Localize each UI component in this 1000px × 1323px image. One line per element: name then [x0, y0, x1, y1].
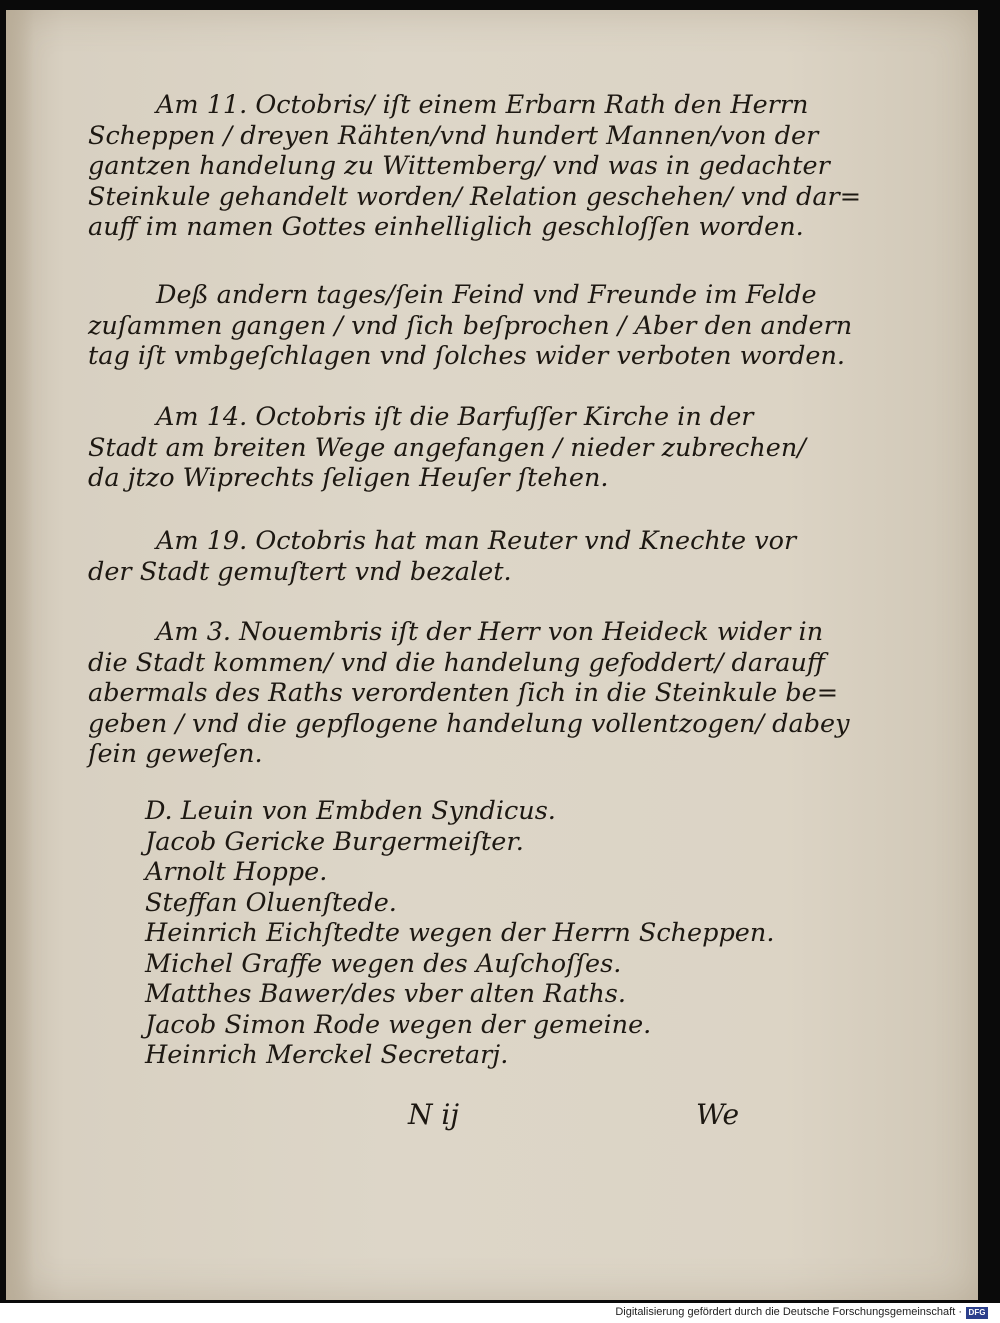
list-item: Jacob Gericke Burgermeiſter.: [145, 826, 524, 857]
text-line: Scheppen / dreyen Rähten/vnd hundert Mannen/von der: [88, 120, 819, 151]
text-line: die Stadt kommen/ vnd die handelung gefoddert/ darauff: [88, 647, 825, 678]
list-item: Heinrich Eichſtedte wegen der Herrn Scheppen.: [145, 918, 775, 948]
list-item: Steffan Oluenſtede.: [145, 887, 397, 918]
list-item: Michel Graffe wegen des Auſchoſſes.: [145, 948, 622, 979]
paragraph: [88, 526, 797, 587]
text-line: Deß andern tages/ſein Feind vnd Freunde im Felde: [156, 280, 817, 310]
list-item: Arnolt Hoppe.: [145, 857, 328, 887]
list-item: D. Leuin von Embden Syndicus.: [145, 796, 556, 826]
signature-mark: N ij: [408, 1098, 460, 1131]
text-line: Am 3. Nouembris iſt der Herr von Heideck wider in: [156, 617, 824, 647]
text-line: Am 11. Octobris/ iſt einem Erbarn Rath den Herrn: [156, 90, 809, 120]
paragraph: [88, 280, 853, 372]
list-item: Jacob Simon Rode wegen der gemeine.: [145, 1009, 652, 1040]
catchword: We: [696, 1098, 740, 1131]
names-list: [88, 796, 775, 1071]
list-item: Heinrich Merckel Secretarj.: [145, 1040, 509, 1070]
footer-bar: [0, 1303, 1000, 1323]
text-line: geben / vnd die gepflogene handelung vollentzogen/ dabey: [88, 708, 850, 739]
text-line: Stadt am breiten Wege angefangen / nieder zubrechen/: [88, 432, 806, 463]
text-line: abermals des Raths verordenten ſich in die Steinkule be=: [88, 678, 839, 708]
text-line: ſein geweſen.: [88, 739, 263, 769]
text-line: Am 14. Octobris iſt die Barfuſſer Kirche in der: [156, 402, 754, 432]
paragraph: [88, 90, 862, 243]
text-line: tag iſt vmbgeſchlagen vnd ſolches wider verboten worden.: [88, 341, 846, 371]
dfg-logo[interactable]: DFG: [966, 1307, 988, 1319]
text-line: auff im namen Gottes einhelliglich geschloſſen worden.: [88, 212, 804, 242]
text-line: da jtzo Wiprechts ſeligen Heuſer ſtehen.: [88, 463, 609, 493]
paragraph: [88, 617, 850, 770]
page-gutter-shadow: [6, 10, 34, 1300]
list-item: Matthes Bawer/des vber alten Raths.: [145, 979, 626, 1009]
text-line: Am 19. Octobris hat man Reuter vnd Knechte vor: [156, 526, 797, 556]
text-line: Steinkule gehandelt worden/ Relation geschehen/ vnd dar=: [88, 181, 862, 212]
paragraph: [88, 402, 806, 494]
text-line: der Stadt gemuſtert vnd bezalet.: [88, 556, 512, 587]
footer-credit: Digitalisierung gefördert durch die Deutsche Forschungsgemeinschaft ·: [615, 1306, 962, 1318]
text-line: gantzen handelung zu Wittemberg/ vnd was in gedachter: [88, 151, 830, 181]
text-line: zuſammen gangen / vnd ſich beſprochen / Aber den andern: [88, 310, 853, 341]
